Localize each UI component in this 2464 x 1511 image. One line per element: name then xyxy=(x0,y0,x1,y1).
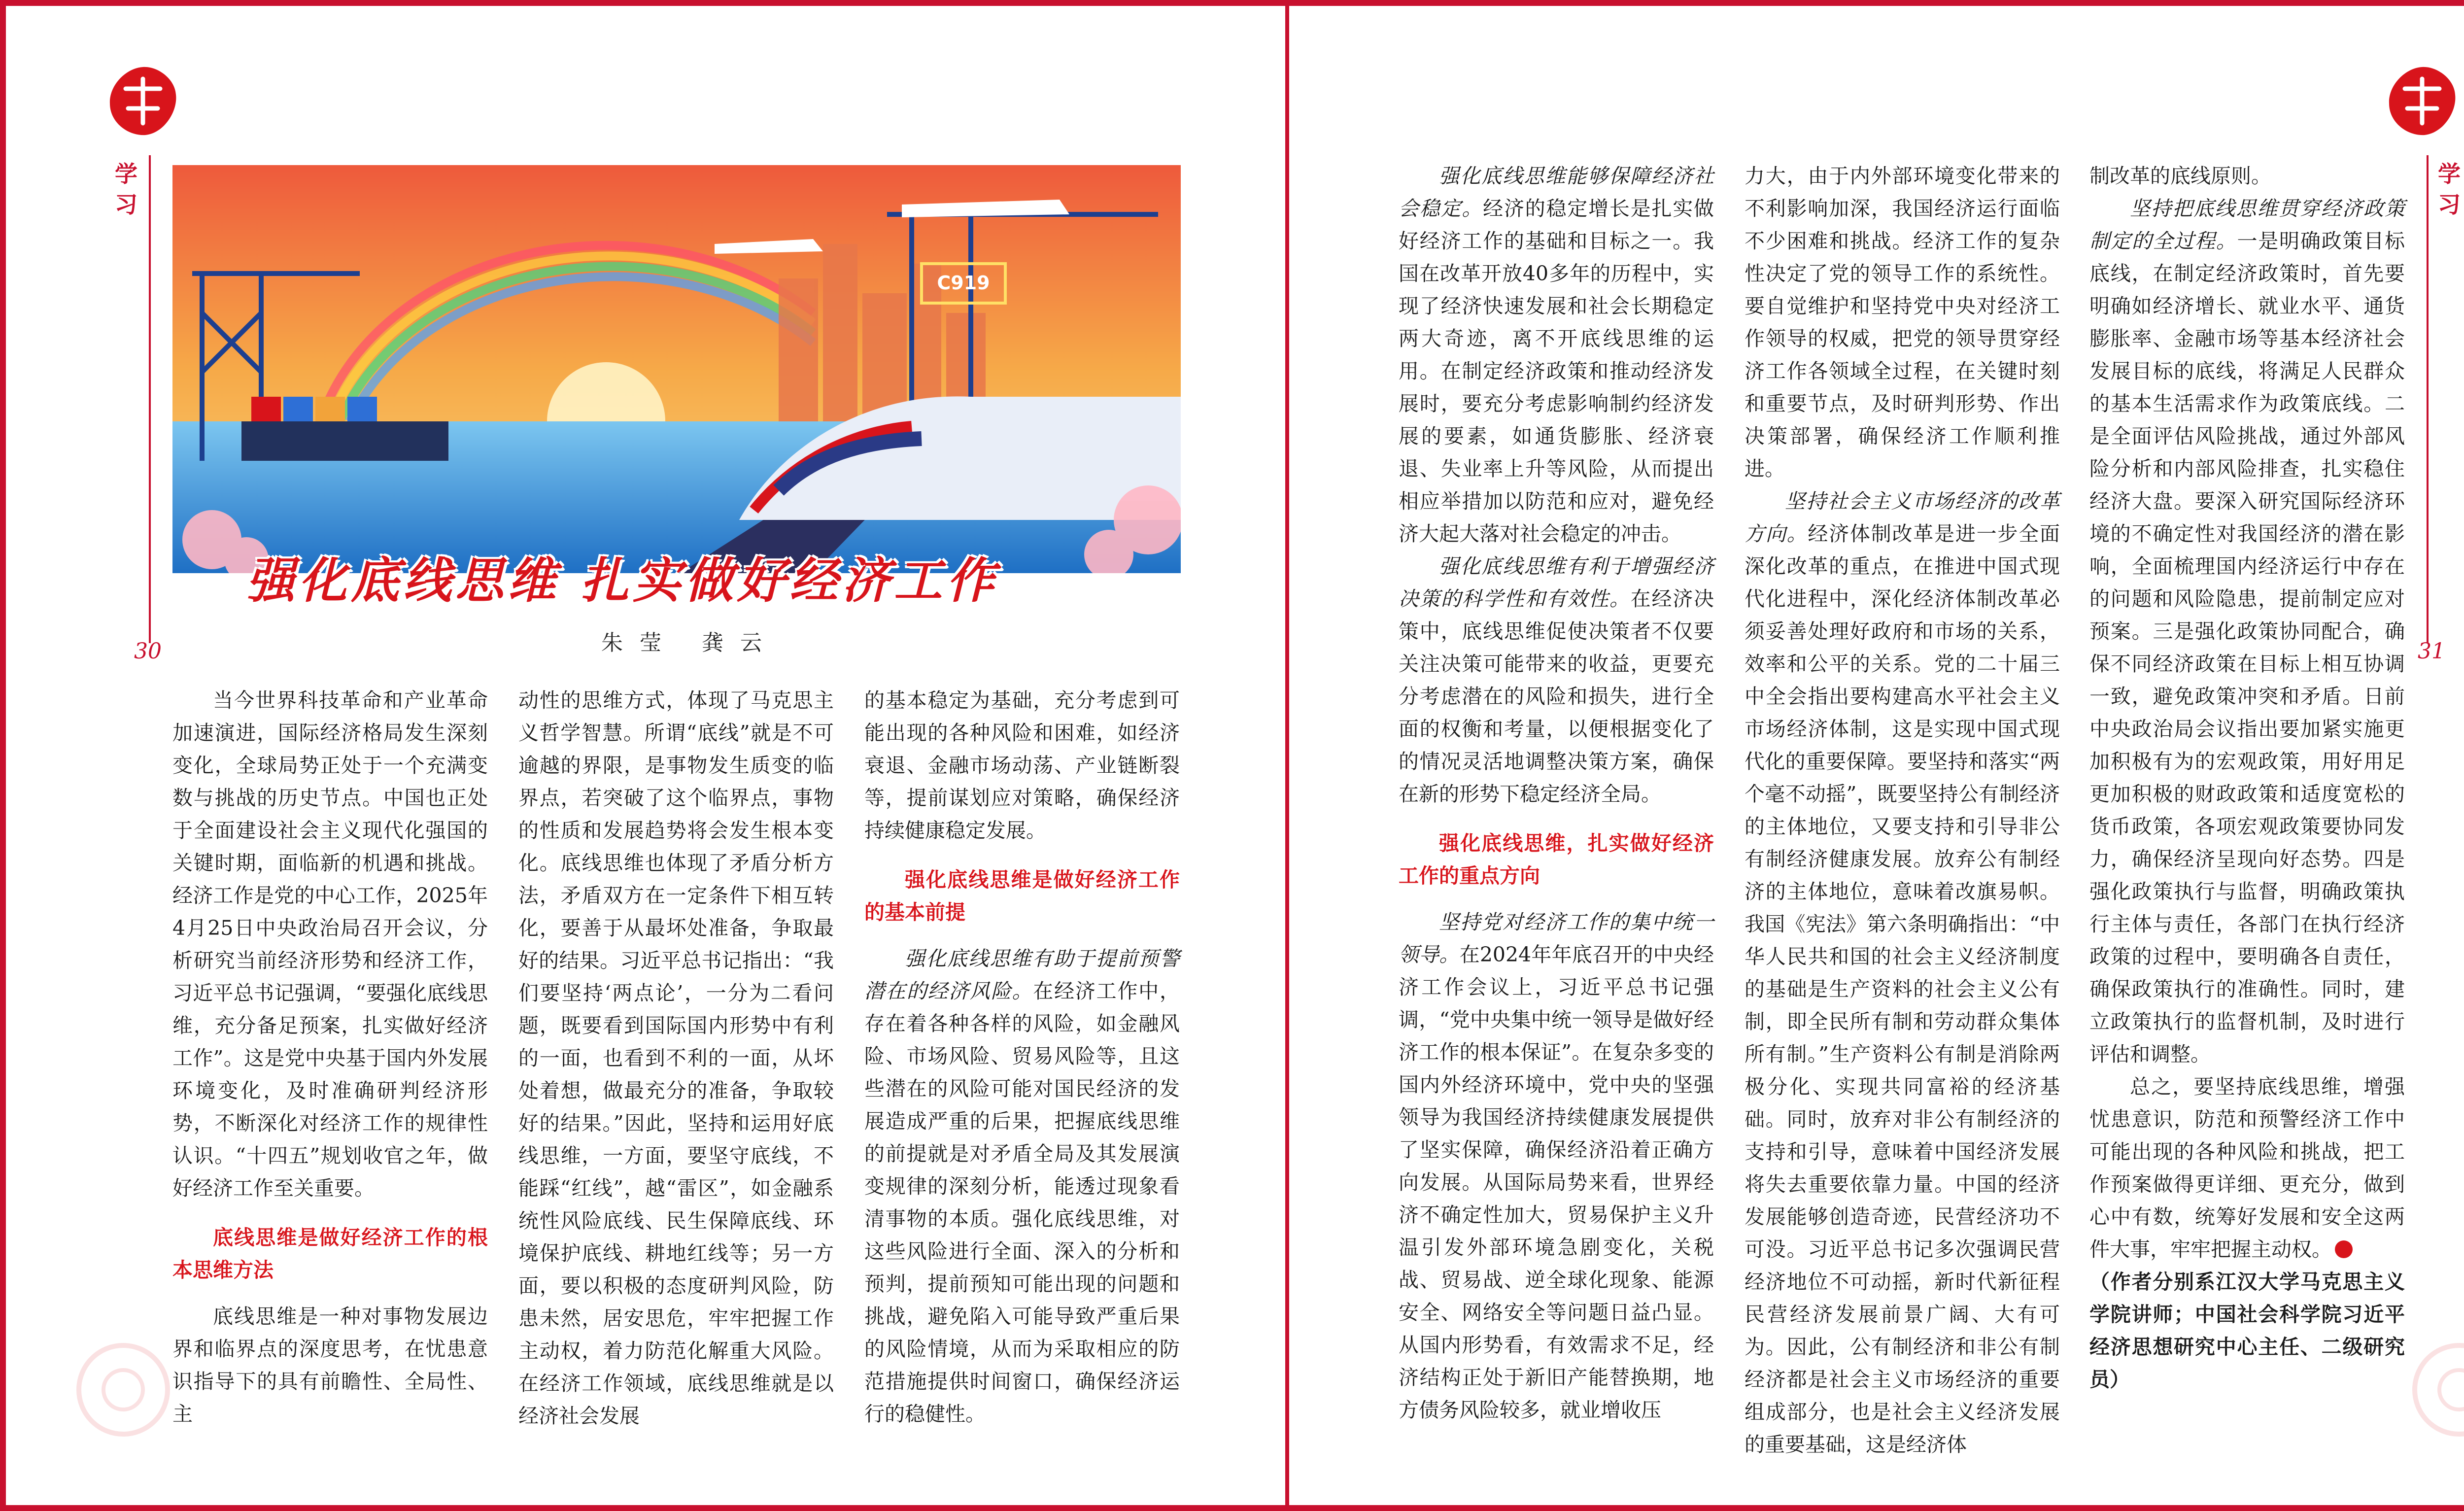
paragraph: 动性的思维方式，体现了马克思主义哲学智慧。所谓“底线”就是不可逾越的界限，是事物发生质变的临界点，若突破了这个临界点，事物的性质和发展趋势将会发生根本变化。底线思维也体现了矛盾分析方法，矛盾双方在一定条件下相互转化，要善于从最坏处准备，争取最好的结果。习近平总书记指出：“我们要坚持‘两点论’，一分为二看问题，既要看到国际国内形势中有利的一面，也看到不利的一面，从坏处着想，做最充分的准备，争取较好的结果。”因此，坚持和运用好底线思维，一方面，要坚守底线，不能踩“红线”，越“雷区”，如金融系统性风险底线、民生保障底线、环境保护底线、耕地红线等；另一方面，要以积极的态度研判风险，防患未然，居安思危，牢牢把握工作主动权，着力防范化解重大风险。在经济工作领域，底线思维就是以经济社会发展 xyxy=(518,688,834,1428)
section-heading: 强化底线思维是做好经济工作的基本前提 xyxy=(864,868,1180,924)
paragraph-lead: 强化底线思维有利于增强经济决策的科学性和有效性。 xyxy=(1399,554,1714,611)
paragraph: 制改革的底线原则。 xyxy=(2089,164,2271,188)
paragraph: 总之，要坚持底线思维，增强忧患意识，防范和预警经济工作中可能出现的各种风险和挑战，把工作预案做得更详细、更充分，做到心中有数，统筹好发展和安全这两件大事，牢牢把握主动权。 xyxy=(2089,1075,2405,1261)
paragraph: 当今世界科技革命和产业革命加速演进，国际经济格局发生深刻变化，全球局势正处于一个充满变数与挑战的历史节点。中国也正处于全面建设社会主义现代化强国的关键时期，面临新的机遇和挑战。经济工作是党的中心工作，2025年4月25日中央政治局召开会议，分析研究当前经济形势和经济工作，习近平总书记强调，“要强化底线思维，充分备足预案，扎实做好经济工作”。这是党中央基于国内外发展环境变化，及时准确研判经济形势，不断深化对经济工作的规律性认识。“十四五”规划收官之年，做好经济工作至关重要。 xyxy=(172,688,488,1200)
page-number-left: 30 xyxy=(134,639,162,664)
paragraph-lead: 坚持把底线思维贯穿经济政策制定的全过程。 xyxy=(2089,197,2405,253)
margin-rule-left xyxy=(149,155,151,643)
paragraph-lead: 坚持党对经济工作的集中统一领导。 xyxy=(1399,910,1714,966)
text-column-1 xyxy=(172,684,488,1430)
hero-illustration xyxy=(172,165,1181,573)
hero-c919-label: C919 xyxy=(937,272,990,294)
page-number-right: 31 xyxy=(2418,639,2445,664)
paragraph-lead: 强化底线思维有助于提前预警潜在的经济风险。 xyxy=(864,947,1180,1003)
text-column-2 xyxy=(518,684,834,1432)
decorative-flower-left xyxy=(59,1331,187,1449)
paragraph: 强化底线思维有利于增强经济决策的科学性和有效性。在经济决策中，底线思维促使决策者不仅要关注决策可能带来的收益，更要充分考虑潜在的风险和损失，进行全面的权衡和考量，以便根据变化了的情况灵活地调整决策方案，确保在新的形势下稳定经济全局。 xyxy=(1399,554,1714,806)
paragraph: 坚持把底线思维贯穿经济政策制定的全过程。一是明确政策目标底线，在制定经济政策时，首先要明确如经济增长、就业水平、通货膨胀率、金融市场等基本经济社会发展目标的底线，将满足人民群众的基本生活需求作为政策底线。二是全面评估风险挑战，通过外部风险分析和内部风险排查，扎实稳住经济大盘。要深入研究国际经济环境的不确定性对我国经济的潜在影响，全面梳理国内经济运行中存在的问题和风险隐患，提前制定应对预案。三是强化政策协同配合，确保不同经济政策在目标上相互协调一致，避免政策冲突和矛盾。日前中央政治局会议指出要加紧实施更加积极有为的宏观政策，用好用足更加积极的财政政策和适度宽松的货币政策，各项宏观政策要协同发力，确保经济呈现向好态势。四是强化政策执行与监督，明确政策执行主体与责任，各部门在执行经济政策的过程中，要明确各自责任，确保政策执行的准确性。同时，建立政策执行的监督机制，及时进行评估和调整。 xyxy=(2089,197,2405,1066)
paragraph-lead: 强化底线思维能够保障经济社会稳定。 xyxy=(1399,164,1714,220)
section-heading: 底线思维是做好经济工作的根本思维方法 xyxy=(172,1226,488,1282)
paragraph: 底线思维是一种对事物发展边界和临界点的深度思考，在忧患意识指导下的具有前瞻性、全局性、主 xyxy=(172,1305,488,1426)
section-label-right: 学习 xyxy=(2438,161,2461,218)
text-column-6 xyxy=(2089,160,2405,1396)
section-label-left: 学习 xyxy=(115,161,137,218)
end-mark-icon xyxy=(2335,1240,2353,1258)
article-author: 朱莹 龚云 xyxy=(601,630,779,655)
paragraph: 坚持党对经济工作的集中统一领导。在2024年年底召开的中央经济工作会议上，习近平总书记强调，“党中央集中统一领导是做好经济工作的根本保证”。在复杂多变的国内外经济环境中，党中央的坚强领导为我国经济持续健康发展提供了坚实保障，确保经济沿着正确方向发展。从国际局势来看，世界经济不确定性加大，贸易保护主义升温引发外部环境急剧变化，关税战、贸易战、逆全球化现象、能源安全、网络安全等问题日益凸显。从国内形势看，有效需求不足，经济结构正处于新旧产能替换期，地方债务风险较多，就业增收压 xyxy=(1399,910,1714,1422)
paragraph: 强化底线思维有助于提前预警潜在的经济风险。在经济工作中，存在着各种各样的风险，如金融风险、市场风险、贸易风险等，且这些潜在的风险可能对国民经济的发展造成严重的后果，把握底线思维的前提就是对矛盾全局及其发展演变规律的深刻分析，能透过现象看清事物的本质。强化底线思维，对这些风险进行全面、深入的分析和预判，提前预知可能出现的问题和挑战，避免陷入可能导致严重后果的风险情境，从而为采取相应的防范措施提供时间窗口，确保经济运行的稳健性。 xyxy=(864,947,1180,1426)
paragraph: 强化底线思维能够保障经济社会稳定。经济的稳定增长是扎实做好经济工作的基础和目标之一。我国在改革开放40多年的历程中，实现了经济快速发展和社会长期稳定两大奇迹，离不开底线思维的运用。在制定经济政策和推动经济发展时，要充分考虑影响制约经济发展的要素，如通货膨胀、经济衰退、失业率上升等风险，从而提出相应举措加以防范和应对，避免经济大起大落对社会稳定的冲击。 xyxy=(1399,164,1714,546)
decorative-flower-right xyxy=(2395,1331,2464,1449)
magazine-logo-left xyxy=(106,64,180,138)
page-spine xyxy=(1285,0,1289,1511)
paragraph: 的基本稳定为基础，充分考虑到可能出现的各种风险和困难，如经济衰退、金融市场动荡、产业链断裂等，提前谋划应对策略，确保经济持续健康稳定发展。 xyxy=(864,688,1180,842)
margin-rule-right xyxy=(2427,155,2429,643)
paragraph-lead: 坚持社会主义市场经济的改革方向。 xyxy=(1745,489,2060,546)
text-column-4 xyxy=(1399,160,1714,1426)
magazine-logo-right xyxy=(2385,64,2459,138)
paragraph: 力大，由于内外部环境变化带来的不利影响加深，我国经济运行面临不少困难和挑战。经济工作的复杂性决定了党的领导工作的系统性。要自觉维护和坚持党中央对经济工作领导的权威，把党的领导贯穿经济工作各领域全过程，在关键时刻和重要节点，及时研判形势、作出决策部署，确保经济工作顺利推进。 xyxy=(1745,164,2060,481)
article-title: 强化底线思维 扎实做好经济工作 xyxy=(246,553,999,609)
text-column-3 xyxy=(864,684,1180,1430)
paragraph: 坚持社会主义市场经济的改革方向。经济体制改革是进一步全面深化改革的重点，在推进中国式现代化进程中，深化经济体制改革必须妥善处理好政府和市场的关系，效率和公平的关系。党的二十届三中全会指出要构建高水平社会主义市场经济体制，这是实现中国式现代化的重要保障。要坚持和落实“两个毫不动摇”，既要坚持公有制经济的主体地位，又要支持和引导非公有制经济健康发展。放弃公有制经济的主体地位，意味着改旗易帜。我国《宪法》第六条明确指出：“中华人民共和国的社会主义经济制度的基础是生产资料的社会主义公有制，即全民所有制和劳动群众集体所有制。”生产资料公有制是消除两极分化、实现共同富裕的经济基础。同时，放弃对非公有制经济的支持和引导，意味着中国经济发展将失去重要依靠力量。中国的经济发展能够创造奇迹，民营经济功不可没。习近平总书记多次强调民营经济地位不可动摇，新时代新征程民营经济发展前景广阔、大有可为。因此，公有制经济和非公有制经济都是社会主义市场经济的重要组成部分，也是社会主义经济发展的重要基础，这是经济体 xyxy=(1745,489,2060,1456)
text-column-5 xyxy=(1745,160,2060,1461)
section-heading: 强化底线思维，扎实做好经济工作的重点方向 xyxy=(1399,831,1714,888)
author-note: （作者分别系江汉大学马克思主义学院讲师；中国社会科学院习近平经济思想研究中心主任、二级研究员） xyxy=(2089,1270,2405,1391)
